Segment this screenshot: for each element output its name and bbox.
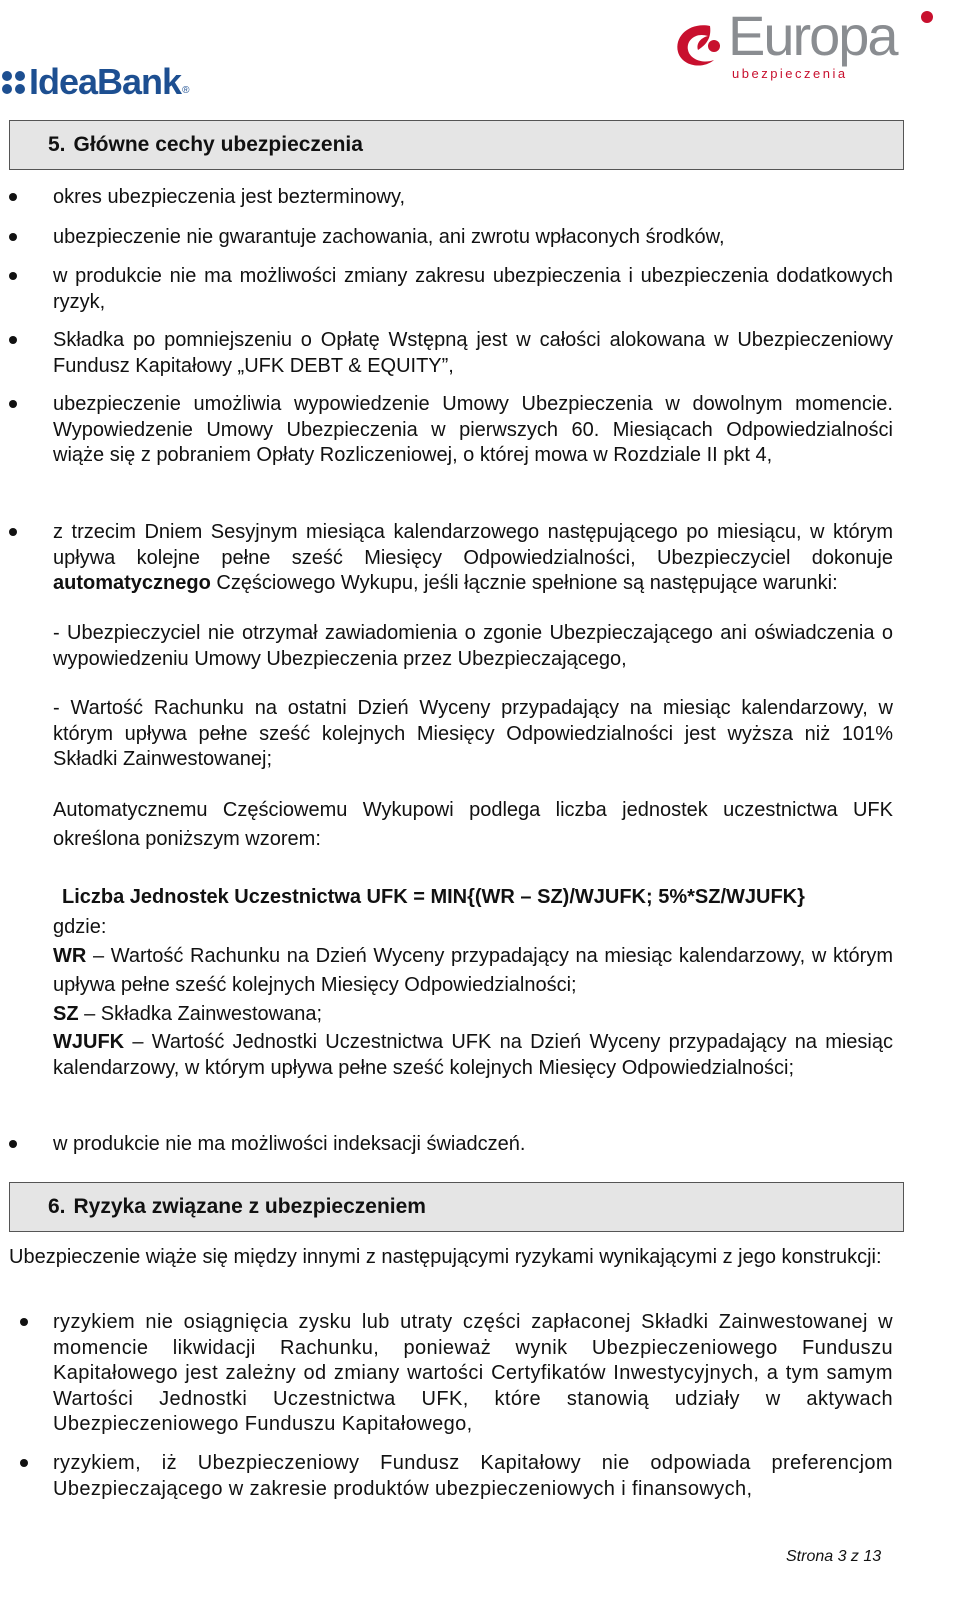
bullet-icon xyxy=(9,336,17,344)
definition-wjufk xyxy=(53,1030,893,1081)
formula: Liczba Jednostek Uczestnictwa UFK = MIN{(WR – SZ)/WJUFK; 5%*SZ/WJUFK} xyxy=(62,886,805,908)
section-title: Ryzyka związane z ubezpieczeniem xyxy=(73,1195,426,1218)
list-item: okres ubezpieczenia jest bezterminowy, xyxy=(53,186,406,208)
bullet-icon xyxy=(9,400,17,408)
condition-2: - Wartość Rachunku na ostatni Dzień Wyceny przypadający na miesiąc kalendarzowy, w którym upływa pełne sześć kolejnych Miesięcy Odpowiedzialności jest wyższa niż 101% Składki Zainwestowanej; xyxy=(53,697,893,770)
bullet-icon xyxy=(9,272,17,280)
definition-text: – Wartość Jednostki Uczestnictwa UFK na Dzień Wyceny przypadający na miesiąc kalendarzowy, w którym upływa pełne sześć kolejnych Miesięcy Odpowiedzialności; xyxy=(53,1031,893,1079)
auto-text-after: Częściowego Wykupu, jeśli łącznie spełnione są następujące warunki: xyxy=(210,572,838,594)
list-item: Składka po pomniejszeniu o Opłatę Wstępną jest w całości alokowana w Ubezpieczeniowy Fundusz Kapitałowy „UFK DEBT & EQUITY”, xyxy=(53,329,893,377)
bullet-icon xyxy=(9,193,17,201)
condition-1: - Ubezpieczyciel nie otrzymał zawiadomienia o zgonie Ubezpieczającego ani oświadczenia o wypowiedzeniu Umowy Ubezpieczenia przez Ubezpieczającego, xyxy=(53,622,893,670)
idea-bank-logo xyxy=(2,62,189,102)
definition-text: – Wartość Rachunku na Dzień Wyceny przypadający na miesiąc kalendarzowy, w którym upływa pełne sześć kolejnych Miesięcy Odpowiedzialności; xyxy=(53,945,893,996)
bullet-icon xyxy=(9,528,17,536)
section-number: 5. xyxy=(48,133,66,156)
idea-bank-dots-icon xyxy=(2,71,25,94)
list-item: ubezpieczenie umożliwia wypowiedzenie Umowy Ubezpieczenia w dowolnym momencie. Wypowiedzenie Umowy Ubezpieczenia w pierwszych 60. Miesiącach Odpowiedzialności wiąże się z pobraniem Opłaty Rozliczeniowej, o której mowa w Rozdziale II pkt 4, xyxy=(53,393,893,466)
definition-term: SZ xyxy=(53,1003,79,1025)
bullet-icon xyxy=(9,233,17,241)
page-number: Strona 3 z 13 xyxy=(786,1548,882,1565)
section-6-intro: Ubezpieczenie wiąże się między innymi z następującymi ryzykami wynikającymi z jego konstrukcji: xyxy=(9,1246,882,1268)
definition-sz xyxy=(53,1000,893,1029)
bullet-icon xyxy=(20,1459,28,1467)
formula-intro: Automatycznemu Częściowemu Wykupowi podlega liczba jednostek uczestnictwa UFK określona poniższym wzorem: xyxy=(53,799,893,850)
bullet-icon xyxy=(9,1140,17,1148)
europa-swirl-icon xyxy=(670,16,726,72)
definition-term: WR xyxy=(53,945,87,967)
formula-where: gdzie: xyxy=(53,916,107,938)
list-item: w produkcie nie ma możliwości zmiany zakresu ubezpieczenia i ubezpieczenia dodatkowych ryzyk, xyxy=(53,265,893,313)
europa-dot-icon xyxy=(920,10,934,24)
page-header xyxy=(0,0,960,120)
list-item: ryzykiem nie osiągnięcia zysku lub utraty części zapłaconej Składki Zainwestowanej w momencie likwidacji Rachunku, ponieważ wynik Ubezpieczeniowego Funduszu Kapitałowego jest zależny od zmiany wartości Certyfikatów Inwestycyjnych, a tym samym Wartości Jednostki Uczestnictwa UFK, które stanowią udziały w aktywach Ubezpieczeniowego Funduszu Kapitałowego, xyxy=(53,1311,893,1435)
section-5-heading xyxy=(9,120,904,170)
auto-text-before: z trzecim Dniem Sesyjnym miesiąca kalendarzowego następującego po miesiącu, w którym upływa kolejne pełne sześć Miesięcy Odpowiedzialności, Ubezpieczyciel dokonuje xyxy=(53,521,893,569)
auto-text-bold: automatycznego xyxy=(53,572,211,594)
europa-logo xyxy=(670,4,940,83)
europa-wordmark: Europa xyxy=(728,4,897,67)
bullet-icon xyxy=(20,1318,28,1326)
section-title: Główne cechy ubezpieczenia xyxy=(73,133,363,156)
list-item: ubezpieczenie nie gwarantuje zachowania, ani zwrotu wpłaconych środków, xyxy=(53,226,725,248)
list-item: w produkcie nie ma możliwości indeksacji świadczeń. xyxy=(53,1133,526,1155)
list-item-auto-redemption xyxy=(53,520,893,597)
section-6-heading xyxy=(9,1182,904,1232)
idea-bank-wordmark: IdeaBank xyxy=(29,61,182,102)
definition-wr xyxy=(53,942,893,1000)
definition-term: WJUFK xyxy=(53,1031,125,1053)
section-number: 6. xyxy=(48,1195,66,1218)
definition-text: – Składka Zainwestowana; xyxy=(78,1003,323,1025)
list-item: ryzykiem, iż Ubezpieczeniowy Fundusz Kapitałowy nie odpowiada preferencjom Ubezpieczającego w zakresie produktów ubezpieczeniowych i finansowych, xyxy=(53,1452,893,1500)
europa-subtitle: ubezpieczenia xyxy=(732,66,848,81)
registered-mark: ® xyxy=(182,85,190,96)
